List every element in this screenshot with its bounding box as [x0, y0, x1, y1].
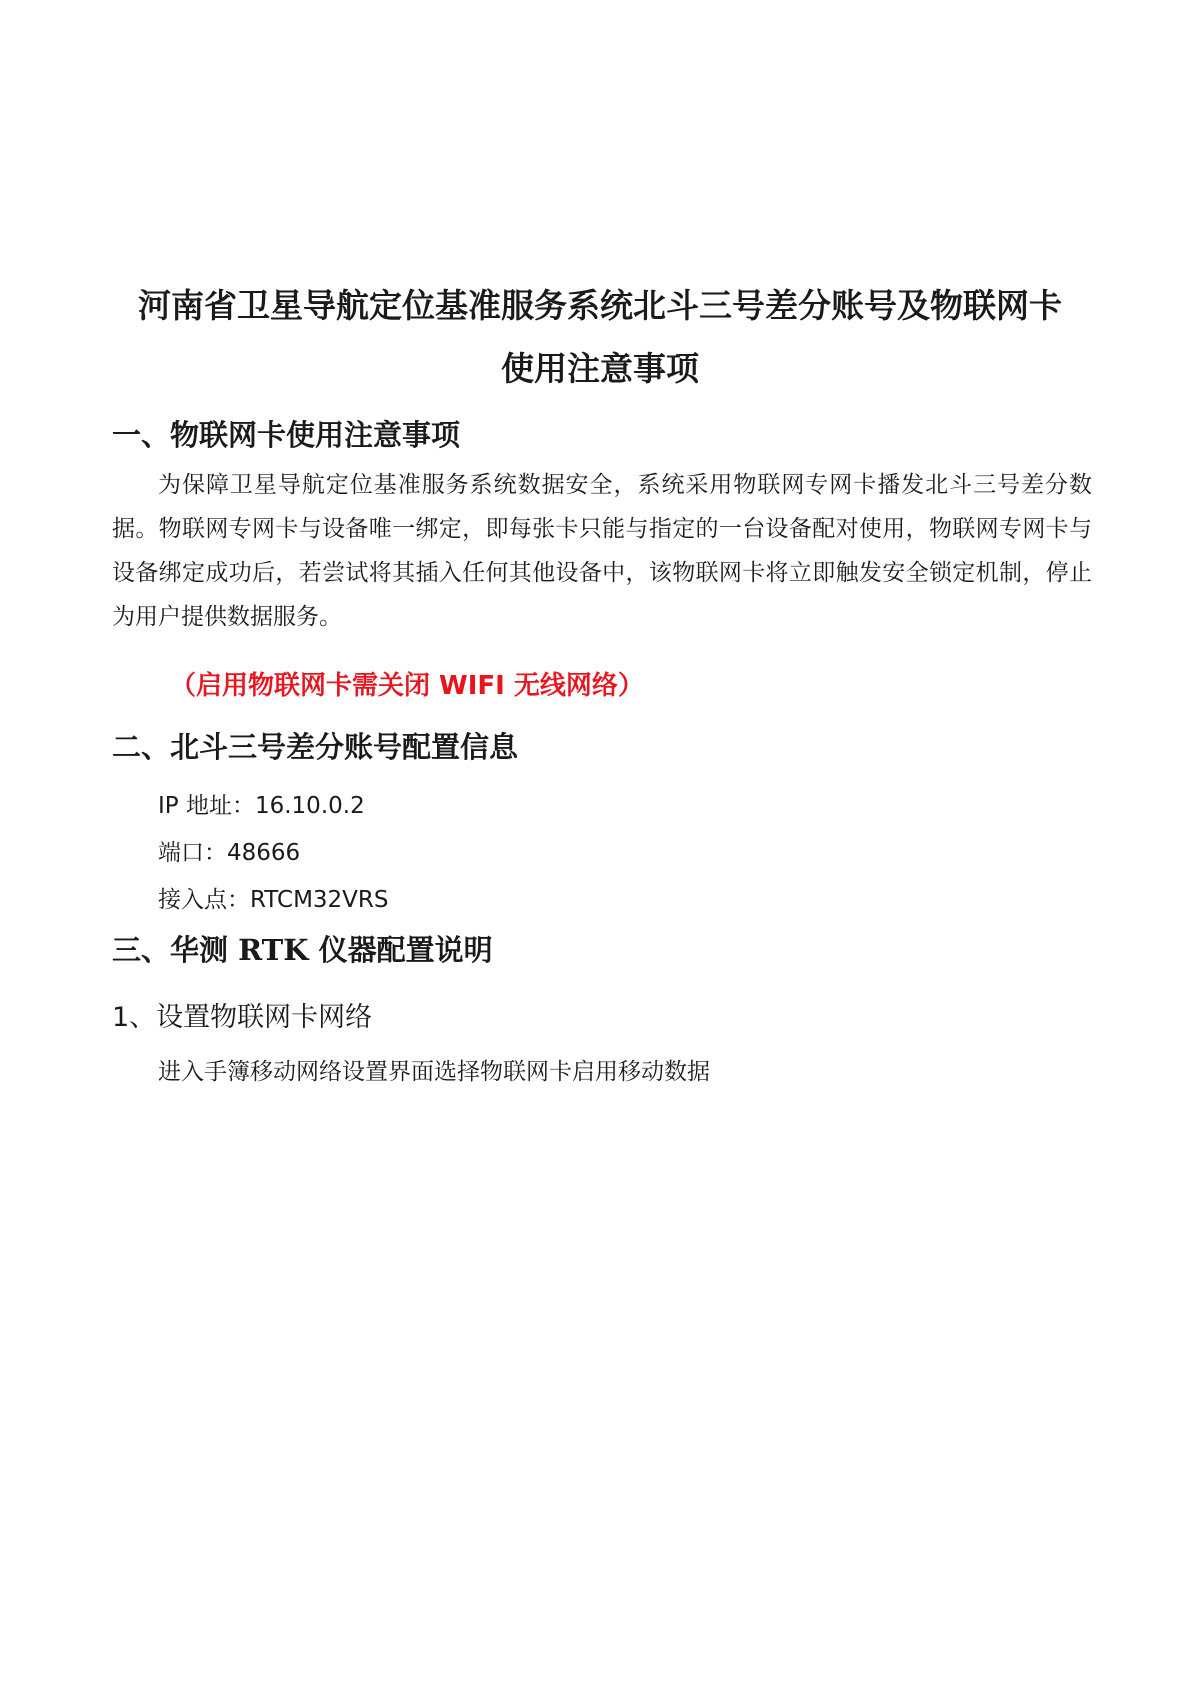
section2-heading: 二、北斗三号差分账号配置信息 [112, 730, 519, 764]
config-mountpoint-value: RTCM32VRS [250, 887, 389, 913]
config-ip-value: 16.10.0.2 [254, 793, 365, 819]
step1-title: 1、设置物联网卡网络 [112, 1002, 373, 1033]
document-title-line2: 使用注意事项 [501, 349, 699, 388]
config-port-value: 48666 [227, 840, 301, 866]
config-ip-label: IP 地址： [158, 793, 255, 819]
config-ip-row [158, 787, 365, 820]
section1-paragraph: 为保障卫星导航定位基准服务系统数据安全，系统采用物联网专网卡播发北斗三号差分数据。物联网专网卡与设备唯一绑定，即每张卡只能与指定的一台设备配对使用，物联网专网卡与设备绑定成功后，若尝试将其插入任何其他设备中，该物联网卡将立即触发安全锁定机制，停止为用户提供数据服务。 [112, 472, 1092, 630]
wifi-warning-note: （启用物联网卡需关闭 WIFI 无线网络） [170, 671, 644, 701]
config-port-label: 端口： [158, 840, 227, 866]
section3-heading: 三、华测 RTK 仪器配置说明 [112, 933, 493, 967]
document-title-line1: 河南省卫星导航定位基准服务系统北斗三号差分账号及物联网卡 [138, 286, 1062, 325]
config-mountpoint-row [158, 881, 389, 914]
config-mountpoint-label: 接入点： [158, 887, 250, 913]
step1-instruction: 进入手簿移动网络设置界面选择物联网卡启用移动数据 [158, 1059, 710, 1085]
section1-heading: 一、物联网卡使用注意事项 [112, 418, 461, 452]
config-port-row [158, 834, 300, 867]
